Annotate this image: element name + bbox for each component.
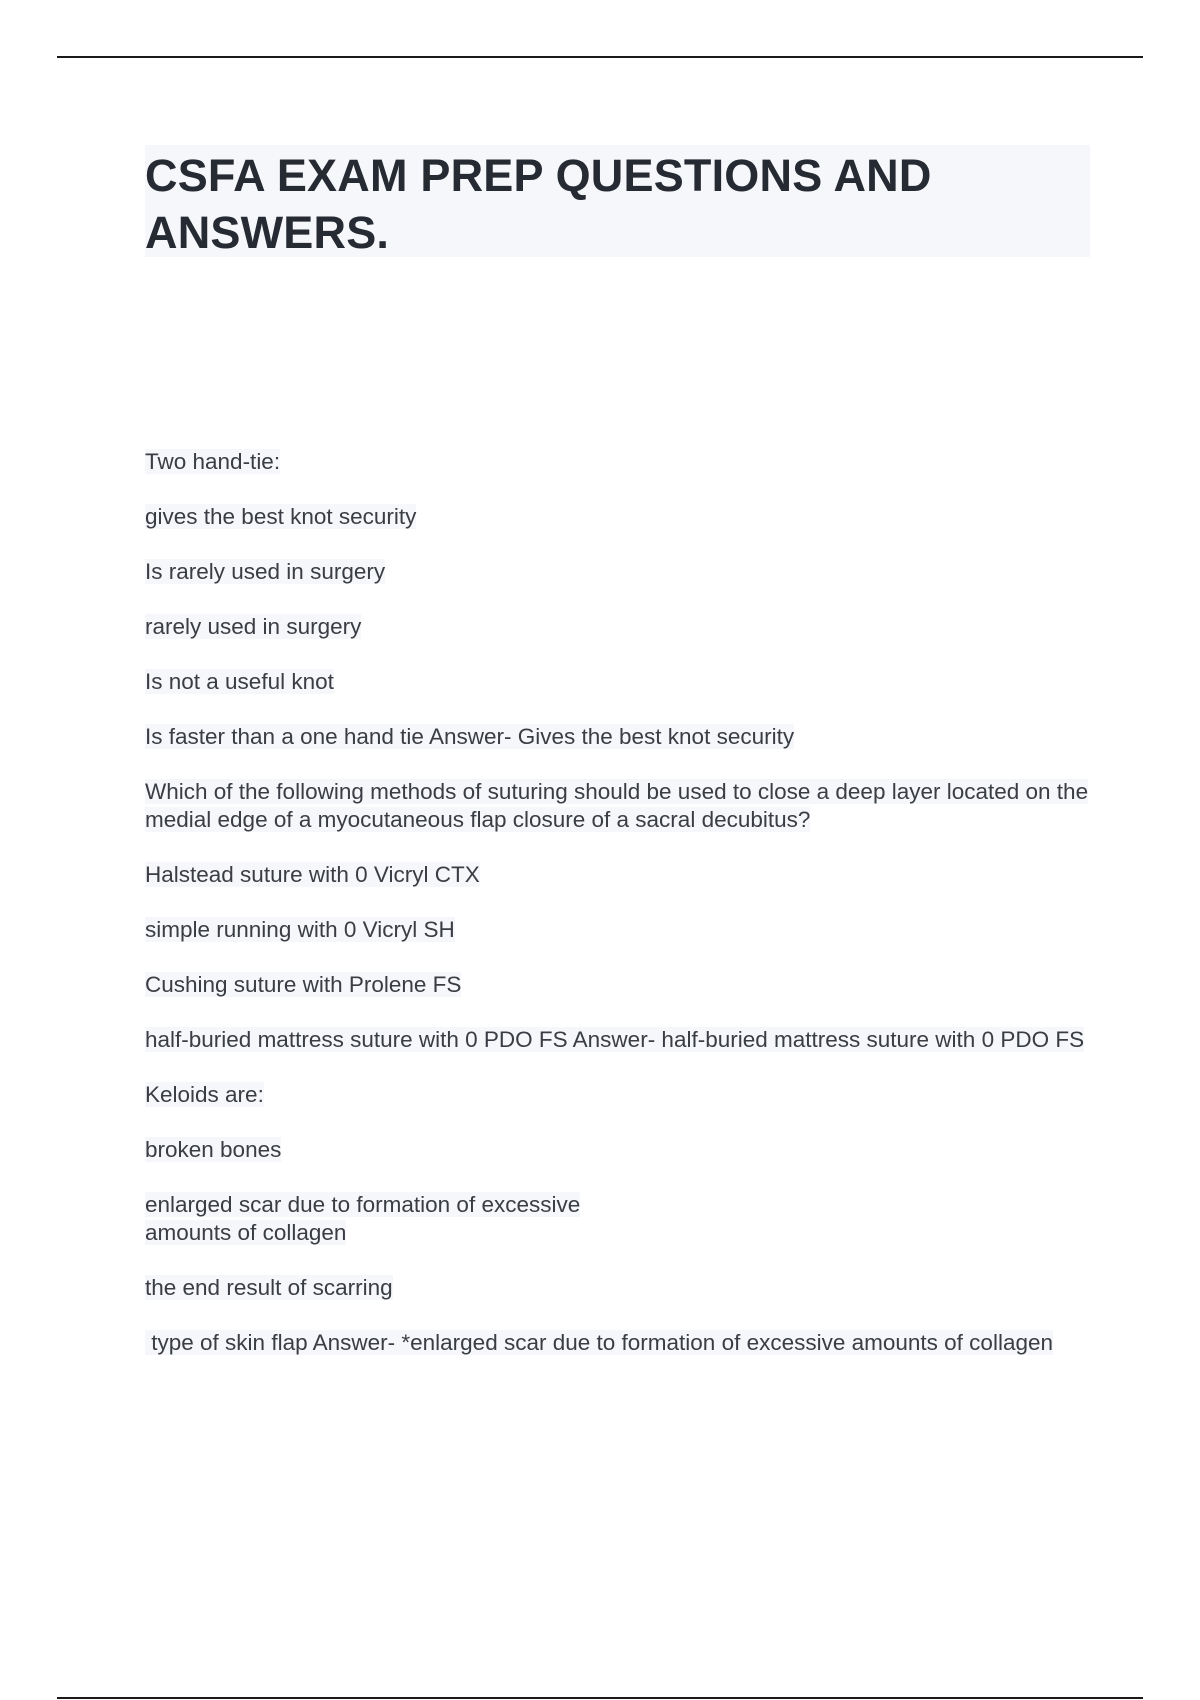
- question-2-stem: [145, 778, 1095, 834]
- document-body: [145, 448, 1095, 1384]
- question-2-option-c-text: Cushing suture with Prolene FS: [145, 972, 462, 997]
- question-1-option-d-text: Is not a useful knot: [145, 669, 334, 694]
- question-2-answer-text: half-buried mattress suture with 0 PDO FS Answer- half-buried mattress suture with 0 PDO FS: [145, 1027, 1085, 1052]
- bottom-rule: [57, 1697, 1143, 1699]
- question-2-option-b-text: simple running with 0 Vicryl SH: [145, 917, 455, 942]
- question-1-option-c: [145, 613, 1095, 641]
- question-1-stem-text: Two hand-tie:: [145, 449, 281, 474]
- question-3-option-b: [145, 1191, 1095, 1247]
- question-1-option-c-text: rarely used in surgery: [145, 614, 362, 639]
- question-1-answer: [145, 723, 1095, 751]
- question-3-answer-text: type of skin flap Answer- *enlarged scar due to formation of excessive amounts of collagen: [145, 1330, 1054, 1355]
- question-2-option-c: [145, 971, 1095, 999]
- question-2-stem-text: Which of the following methods of suturing should be used to close a deep layer located on the medial edge of a myocutaneous flap closure of a sacral decubitus?: [145, 779, 1089, 832]
- question-3-answer: [145, 1329, 1095, 1357]
- question-1-option-b-text: Is rarely used in surgery: [145, 559, 386, 584]
- question-1-answer-text: Is faster than a one hand tie Answer- Gives the best knot security: [145, 724, 795, 749]
- question-3-option-c-text: the end result of scarring: [145, 1275, 393, 1300]
- question-1-option-d: [145, 668, 1095, 696]
- question-1-option-a: [145, 503, 1095, 531]
- question-1-option-b: [145, 558, 1095, 586]
- document-title: CSFA EXAM PREP QUESTIONS AND ANSWERS.: [145, 150, 932, 258]
- question-3-stem: [145, 1081, 1095, 1109]
- question-3-option-a: [145, 1136, 1095, 1164]
- question-3-option-b-text: enlarged scar due to formation of excessive amounts of collagen: [145, 1192, 581, 1245]
- question-3-stem-text: Keloids are:: [145, 1082, 264, 1107]
- question-2-option-b: [145, 916, 1095, 944]
- question-2-option-a-text: Halstead suture with 0 Vicryl CTX: [145, 862, 480, 887]
- question-2-option-a: [145, 861, 1095, 889]
- question-1-option-a-text: gives the best knot security: [145, 504, 417, 529]
- question-3-option-a-text: broken bones: [145, 1137, 282, 1162]
- top-rule: [57, 56, 1143, 58]
- question-2-answer: [145, 1026, 1095, 1054]
- question-3-option-c: [145, 1274, 1095, 1302]
- question-1-stem: [145, 448, 1095, 476]
